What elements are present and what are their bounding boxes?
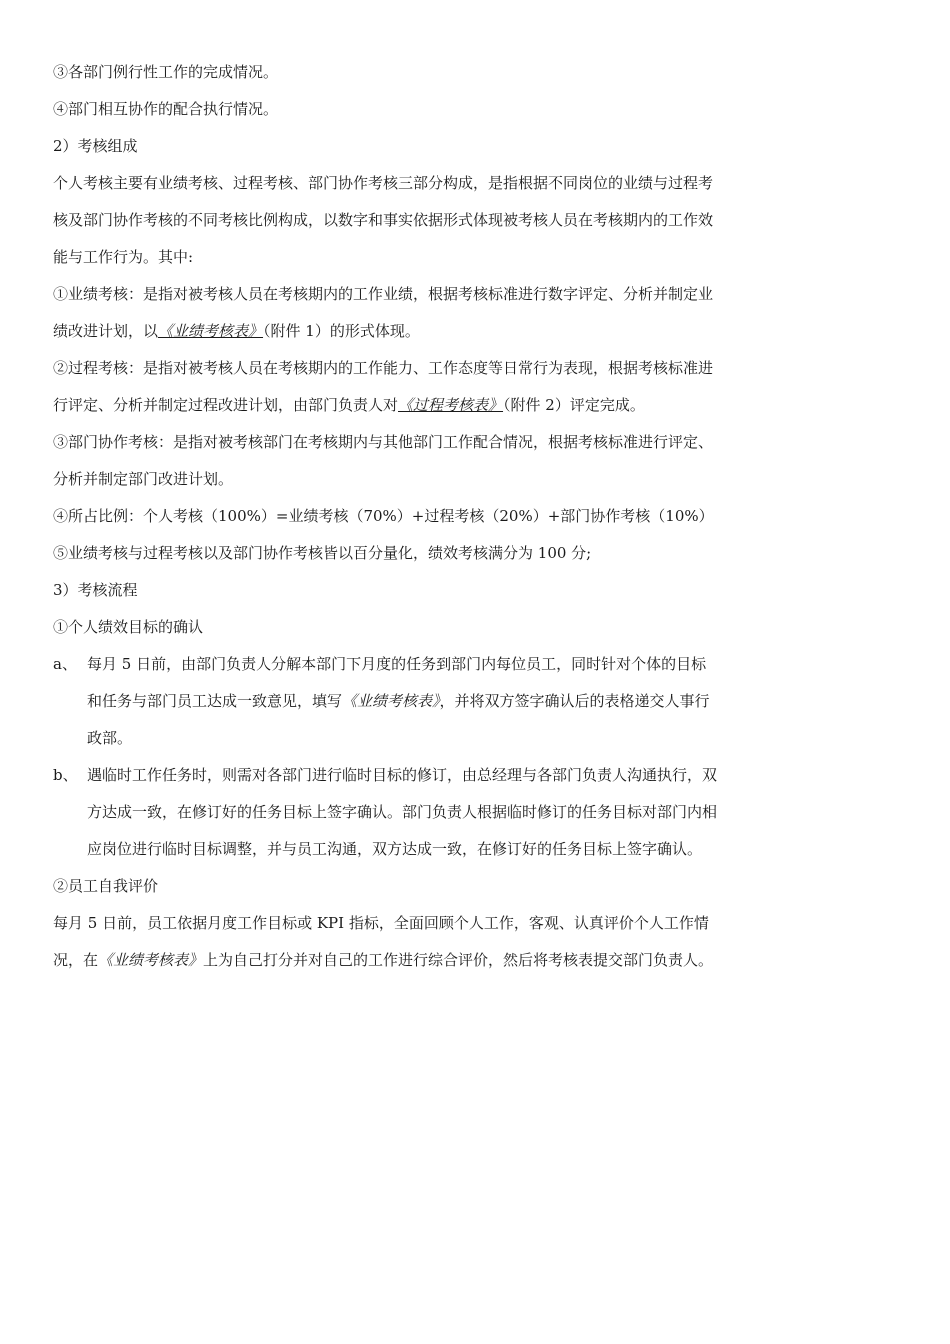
paragraph (53, 276, 719, 350)
list-marker: a、 (53, 655, 77, 673)
paragraph (53, 165, 719, 276)
list-item-text: 每月 5 日前，由部门负责人分解本部门下月度的任务到部门内每位员工，同时针对个体的目标和任务与部门员工达成一致意见，填写 (87, 655, 707, 710)
text-line: ⑤业绩考核与过程考核以及部门协作考核皆以百分量化，绩效考核满分为 100 分; (53, 544, 592, 562)
list-marker: b、 (53, 766, 78, 784)
paragraph (53, 905, 719, 979)
list-item (53, 757, 719, 868)
document-reference-link[interactable]: 《业绩考核表》 (158, 322, 264, 340)
paragraph (53, 424, 719, 498)
paragraph (53, 350, 719, 424)
paragraph-text: ①业绩考核：是指对被考核人员在考核期内的工作业绩，根据考核标准进行数字评定、分析并制定业绩改进计划，以 (53, 285, 714, 340)
list-item-text: ，并将双方签字确认后的表格递交人事行政部。 (87, 692, 710, 747)
subsection-heading: ①个人绩效目标的确认 (53, 618, 204, 636)
paragraph-text: ③部门协作考核：是指对被考核部门在考核期内与其他部门工作配合情况，根据考核标准进行评定、分析并制定部门改进计划。 (53, 433, 714, 488)
text-line: ③各部门例行性工作的完成情况。 (53, 63, 279, 81)
document-reference-link[interactable]: 《过程考核表》 (398, 396, 504, 414)
text-line: ④所占比例：个人考核（100%）=业绩考核（70%）+过程考核（20%）+部门协作考核（10%） (53, 507, 714, 525)
paragraph-text: （附件 2）评定完成。 (503, 396, 645, 414)
text-line: ④部门相互协作的配合执行情况。 (53, 100, 279, 118)
subsection-heading: ②员工自我评价 (53, 877, 159, 895)
document-reference: 《业绩考核表》 (342, 692, 440, 710)
paragraph-text: ②过程考核：是指对被考核人员在考核期内的工作能力、工作态度等日常行为表现，根据考核标准进行评定、分析并制定过程改进计划，由部门负责人对 (53, 359, 714, 414)
list-item-text: 遇临时工作任务时，则需对各部门进行临时目标的修订，由总经理与各部门负责人沟通执行，双方达成一致，在修订好的任务目标上签字确认。部门负责人根据临时修订的任务目标对部门内相应岗位进行临时目标调整，并与员工沟通，双方达成一致，在修订好的任务目标上签字确认。 (87, 766, 718, 858)
paragraph-text: 每月 5 日前，员工依据月度工作目标或 KPI 指标，全面回顾个人工作，客观、认真评价个人工作情况，在 (53, 914, 709, 969)
paragraph-text: 上为自己打分并对自己的工作进行综合评价，然后将考核表提交部门负责人。 (203, 951, 714, 969)
section-heading: 2）考核组成 (53, 137, 138, 155)
document-reference: 《业绩考核表》 (98, 951, 204, 969)
document-page (53, 54, 719, 979)
paragraph-text: （附件 1）的形式体现。 (263, 322, 420, 340)
paragraph-text: 个人考核主要有业绩考核、过程考核、部门协作考核三部分构成，是指根据不同岗位的业绩与过程考核及部门协作考核的不同考核比例构成，以数字和事实依据形式体现被考核人员在考核期内的工作效能与工作行为。其中: (53, 174, 714, 266)
list-item (53, 646, 719, 757)
section-heading: 3）考核流程 (53, 581, 138, 599)
